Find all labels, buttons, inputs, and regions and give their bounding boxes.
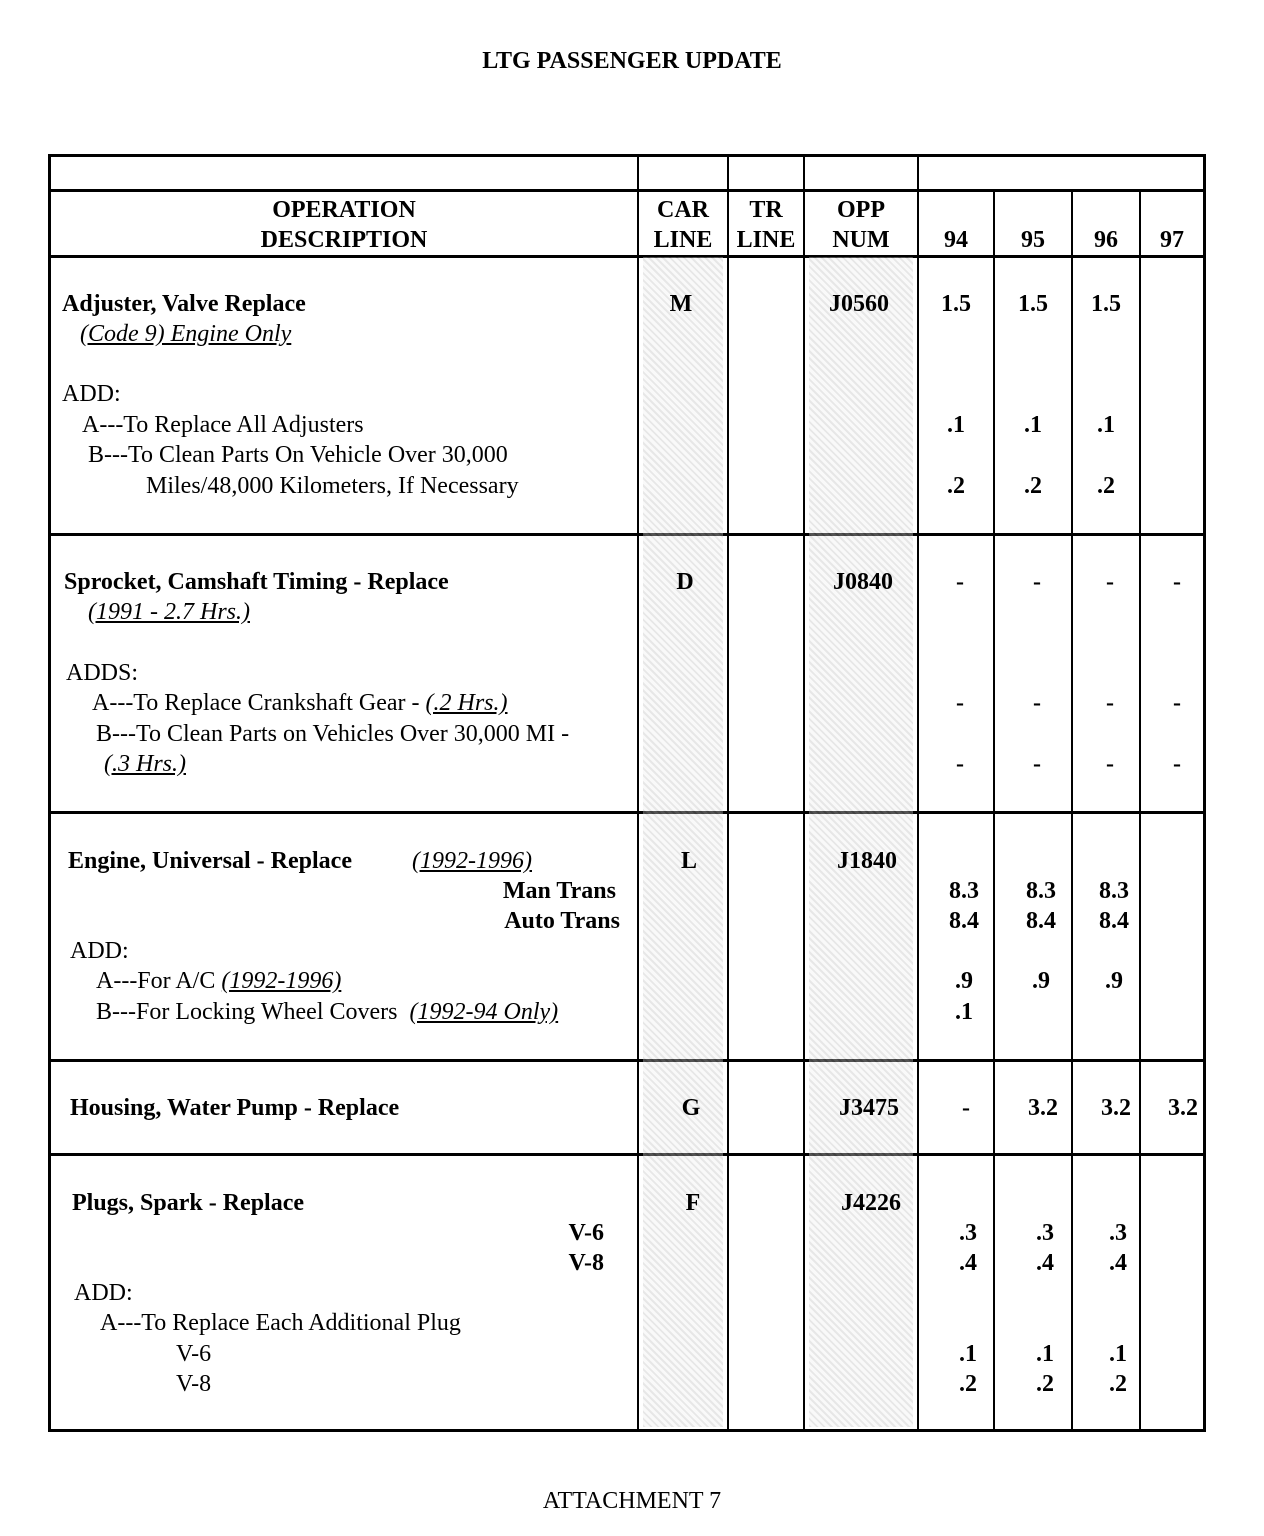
opp-num-value: J0560 xyxy=(829,291,889,317)
man-94: 8.3 xyxy=(949,878,979,904)
col-divider-years xyxy=(917,157,919,1429)
operation-note: (Code 9) Engine Only xyxy=(80,321,292,347)
time-96: 3.2 xyxy=(1101,1095,1131,1121)
man-96: 8.3 xyxy=(1099,878,1129,904)
add-item-a-note: (.2 Hrs.) xyxy=(425,690,508,716)
add-item-a-note: (1992-1996) xyxy=(221,968,342,994)
operation-title: Engine, Universal - Replace xyxy=(68,848,352,874)
add-b-97: - xyxy=(1173,751,1181,777)
time-96: 1.5 xyxy=(1091,291,1121,317)
operation-note: (1992-1996) xyxy=(412,848,532,874)
time-96: - xyxy=(1106,569,1114,595)
time-95: 3.2 xyxy=(1028,1095,1058,1121)
v6-96: .3 xyxy=(1109,1220,1127,1246)
time-97: - xyxy=(1173,569,1181,595)
header-tr-line: TR LINE xyxy=(736,197,796,253)
add-item-b: B---To Clean Parts on Vehicles Over 30,000 MI - xyxy=(96,721,570,747)
v6-95: .3 xyxy=(1036,1220,1054,1246)
time-94: - xyxy=(962,1095,970,1121)
add-b-96: .2 xyxy=(1097,473,1115,499)
man-95: 8.3 xyxy=(1026,878,1056,904)
auto-96: 8.4 xyxy=(1099,908,1129,934)
v6-94: .3 xyxy=(959,1220,977,1246)
v8-label: V-8 xyxy=(568,1250,604,1276)
add-item-b-note: (1992-94 Only) xyxy=(409,999,559,1025)
add-a-94: .1 xyxy=(947,412,965,438)
add-a-96: - xyxy=(1106,690,1114,716)
header-operation-description: OPERATION DESCRIPTION xyxy=(260,197,428,253)
add-v8-96: .2 xyxy=(1109,1371,1127,1397)
col-divider-car xyxy=(637,157,639,1429)
add-b-94: .1 xyxy=(955,999,973,1025)
car-line-value: G xyxy=(681,1095,701,1121)
add-b-94: .2 xyxy=(947,473,965,499)
add-b-94: - xyxy=(956,751,964,777)
v8-95: .4 xyxy=(1036,1250,1054,1276)
add-a-95: .1 xyxy=(1024,412,1042,438)
header-bottom-rule xyxy=(51,255,1203,258)
v6-label: V-6 xyxy=(568,1220,604,1246)
operation-title: Adjuster, Valve Replace xyxy=(62,291,306,317)
header-year-94: 94 xyxy=(944,227,968,253)
car-line-value: D xyxy=(676,569,694,595)
add-label: ADD: xyxy=(62,381,121,407)
time-94: 1.5 xyxy=(941,291,971,317)
header-year-96: 96 xyxy=(1094,227,1118,253)
row-rule-4 xyxy=(51,1153,1203,1156)
add-b-95: .2 xyxy=(1024,473,1042,499)
add-v6-94: .1 xyxy=(959,1341,977,1367)
add-item-b: B---For Locking Wheel Covers (1992-94 Only) xyxy=(96,999,559,1025)
add-v8-95: .2 xyxy=(1036,1371,1054,1397)
add-a-97: - xyxy=(1173,690,1181,716)
add-item-b: B---To Clean Parts On Vehicle Over 30,000 xyxy=(88,442,508,468)
time-95: 1.5 xyxy=(1018,291,1048,317)
header-car-line: CAR LINE xyxy=(653,197,713,253)
add-label: ADDS: xyxy=(66,660,139,686)
car-line-value: M xyxy=(669,291,693,317)
time-95: - xyxy=(1033,569,1041,595)
add-item-a: A---For A/C (1992-1996) xyxy=(96,968,342,994)
v8-94: .4 xyxy=(959,1250,977,1276)
add-a-95: .9 xyxy=(1032,968,1050,994)
add-b-96: - xyxy=(1106,751,1114,777)
header-year-97: 97 xyxy=(1160,227,1184,253)
car-line-value: L xyxy=(680,848,697,874)
add-a-94: - xyxy=(956,690,964,716)
header-year-95: 95 xyxy=(1021,227,1045,253)
operation-title: Housing, Water Pump - Replace xyxy=(70,1095,400,1121)
time-97: 3.2 xyxy=(1168,1095,1198,1121)
add-item-b-cont: Miles/48,000 Kilometers, If Necessary xyxy=(146,473,519,499)
add-sub-v6: V-6 xyxy=(176,1341,212,1367)
header-opp-num: OPP NUM xyxy=(832,197,890,253)
opp-column-shading xyxy=(809,257,913,1427)
add-v6-95: .1 xyxy=(1036,1341,1054,1367)
add-item-b-note: (.3 Hrs.) xyxy=(104,751,186,777)
add-a-94: .9 xyxy=(955,968,973,994)
opp-num-value: J3475 xyxy=(839,1095,899,1121)
add-a-95: - xyxy=(1033,690,1041,716)
add-sub-v8: V-8 xyxy=(176,1371,212,1397)
opp-num-value: J1840 xyxy=(837,848,897,874)
car-line-value: F xyxy=(685,1190,701,1216)
row-rule-2 xyxy=(51,811,1203,814)
add-b-95: - xyxy=(1033,751,1041,777)
operation-title: Plugs, Spark - Replace xyxy=(72,1190,305,1216)
row-rule-3 xyxy=(51,1059,1203,1062)
add-a-96: .1 xyxy=(1097,412,1115,438)
auto-95: 8.4 xyxy=(1026,908,1056,934)
opp-num-value: J4226 xyxy=(841,1190,901,1216)
auto-trans-label: Auto Trans xyxy=(504,908,620,934)
man-trans-label: Man Trans xyxy=(502,878,616,904)
col-divider-opp xyxy=(803,157,805,1429)
operation-note: (1991 - 2.7 Hrs.) xyxy=(88,599,250,625)
add-item-a: A---To Replace Crankshaft Gear - (.2 Hrs.) xyxy=(92,690,508,716)
add-label: ADD: xyxy=(74,1280,133,1306)
add-item-a: A---To Replace All Adjusters xyxy=(82,412,364,438)
add-v6-96: .1 xyxy=(1109,1341,1127,1367)
auto-94: 8.4 xyxy=(949,908,979,934)
add-item-a: A---To Replace Each Additional Plug xyxy=(100,1310,461,1336)
col-divider-tr xyxy=(727,157,729,1429)
opp-num-value: J0840 xyxy=(833,569,893,595)
add-v8-94: .2 xyxy=(959,1371,977,1397)
car-column-shading xyxy=(643,257,723,1427)
page-title: LTG PASSENGER UPDATE xyxy=(482,48,782,74)
row-rule-1 xyxy=(51,533,1203,536)
add-label: ADD: xyxy=(70,938,129,964)
header-top-rule xyxy=(51,189,1203,192)
add-a-96: .9 xyxy=(1105,968,1123,994)
operation-title: Sprocket, Camshaft Timing - Replace xyxy=(64,569,449,595)
v8-96: .4 xyxy=(1109,1250,1127,1276)
time-94: - xyxy=(956,569,964,595)
page-footer: ATTACHMENT 7 xyxy=(542,1488,722,1514)
